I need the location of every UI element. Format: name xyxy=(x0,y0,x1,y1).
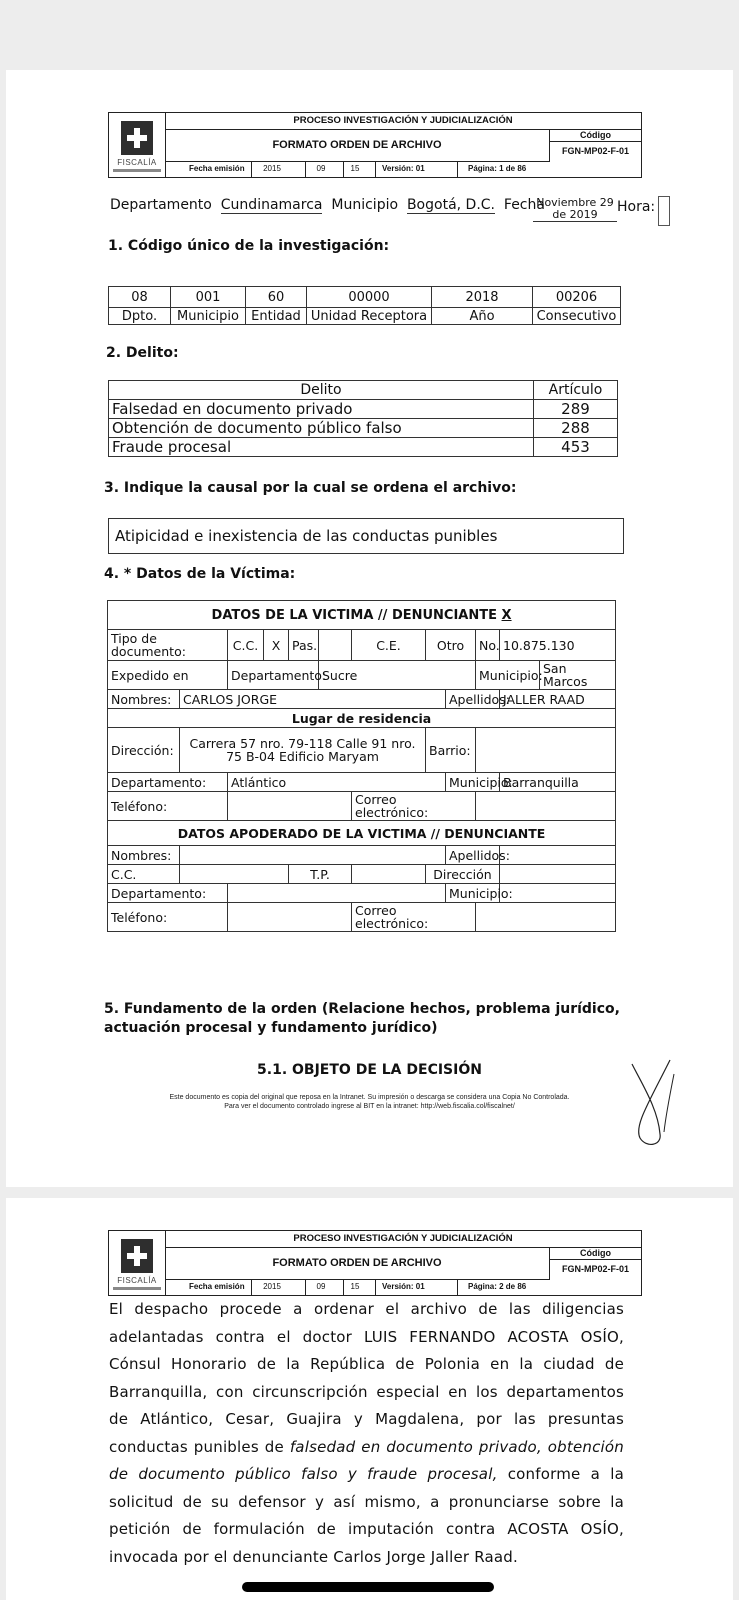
form-header-2: FISCALÍA PROCESO INVESTIGACIÓN Y JUDICIALIZACIÓN FORMATO ORDEN DE ARCHIVO Código FGN-MP02-F-01 Fecha emisión 2015 09 15 Versión: 01 Página: 2 de 86 xyxy=(108,1230,642,1296)
time-field[interactable] xyxy=(658,196,670,226)
form-header xyxy=(108,112,642,178)
fiscalia-logo: FISCALÍA xyxy=(109,113,166,177)
delito-table: Delito Artículo Falsedad en documento privado 289 Obtención de documento público falso 288 Fraude procesal 453 xyxy=(108,380,618,457)
document-page-1 xyxy=(6,70,733,1187)
section-1-title: 1. Código único de la investigación: xyxy=(108,238,390,254)
footer-note: Este documento es copia del original que reposa en la Intranet. Su impresión o descarga se considera una Copia No Controlada. Para ver el documento controlado ingrese al BIT en la intranet: http://web.fiscalia.col/fiscalnet/ xyxy=(169,1094,570,1110)
signature-mark xyxy=(618,1054,678,1154)
time-label: Hora: xyxy=(617,199,656,215)
date-value: Noviembre 29 de 2019 xyxy=(533,197,617,222)
form-title: FORMATO ORDEN DE ARCHIVO xyxy=(165,129,550,162)
code-box: Código FGN-MP02-F-01 xyxy=(550,129,641,177)
section-5-title: 5. Fundamento de la orden (Relacione hechos, problema jurídico, actuación procesal y fundamento jurídico) xyxy=(104,1001,620,1036)
investigation-code-table: 08 001 60 00000 2018 00206 Dpto. Municipio Entidad Unidad Receptora Año Consecutivo xyxy=(108,286,621,325)
fiscalia-logo-2: FISCALÍA xyxy=(109,1231,166,1295)
redaction-bar xyxy=(242,1582,494,1592)
section-5-1-title: 5.1. OBJETO DE LA DECISIÓN xyxy=(257,1062,482,1078)
victim-header: DATOS DE LA VICTIMA // DENUNCIANTE xyxy=(211,607,497,623)
location-line: Departamento Cundinamarca Municipio Bogotá, D.C. Fecha xyxy=(110,197,545,213)
decision-paragraph: El despacho procede a ordenar el archivo de las diligencias adelantadas contra el doctor LUIS FERNANDO ACOSTA OSÍO, Cónsul Honorario de la República de Polonia en la ciudad de Barranquilla, con circunscripción especial en los departamentos de Atlántico, Cesar, Guajira y Magdalena, por las presuntas conductas punibles de falsedad en documento privado, obtención de documento público falso y fraude procesal, conforme a la solicitud de su defensor y así mismo, a pronunciarse sobre la petición de formulación de imputación contra ACOSTA OSÍO, invocada por el denunciante Carlos Jorge Jaller Raad. xyxy=(109,1300,625,1566)
document-page-2 xyxy=(6,1198,733,1600)
process-title: PROCESO INVESTIGACIÓN Y JUDICIALIZACIÓN xyxy=(165,113,641,130)
victim-table: DATOS DE LA VICTIMA // DENUNCIANTE X Tipo de documento: C.C. X Pas. C.E. Otro No. 10.875.130 Expedido en Departamento: Sucre Municipio: San Marcos Nombres: CARLOS JORGE Apellidos: JALLER RAAD Lugar de residencia Dirección: Carrera 57 nro. 79-118 Calle 91 nro. 75 B-04 Edificio Maryam Barrio: Departamento: Atlántico Municipio: Barranquilla Teléfono: Correo electrónico: DATOS APODERADO DE LA VICTIMA // DENUNCIANTE Nombres: Apellidos: C.C. T.P. Dirección Departamento: Municipio: Teléfono: Correo electrónico: xyxy=(107,600,616,932)
section-3-title: 3. Indique la causal por la cual se ordena el archivo: xyxy=(104,480,517,496)
archive-cause: Atipicidad e inexistencia de las conductas punibles xyxy=(108,518,624,554)
victim-mark: X xyxy=(501,607,512,623)
section-4-title: 4. * Datos de la Víctima: xyxy=(104,566,296,582)
emission-row: Fecha emisión 2015 09 15 Versión: 01 Página: 1 de 86 xyxy=(165,161,549,177)
section-2-title: 2. Delito: xyxy=(106,345,179,361)
